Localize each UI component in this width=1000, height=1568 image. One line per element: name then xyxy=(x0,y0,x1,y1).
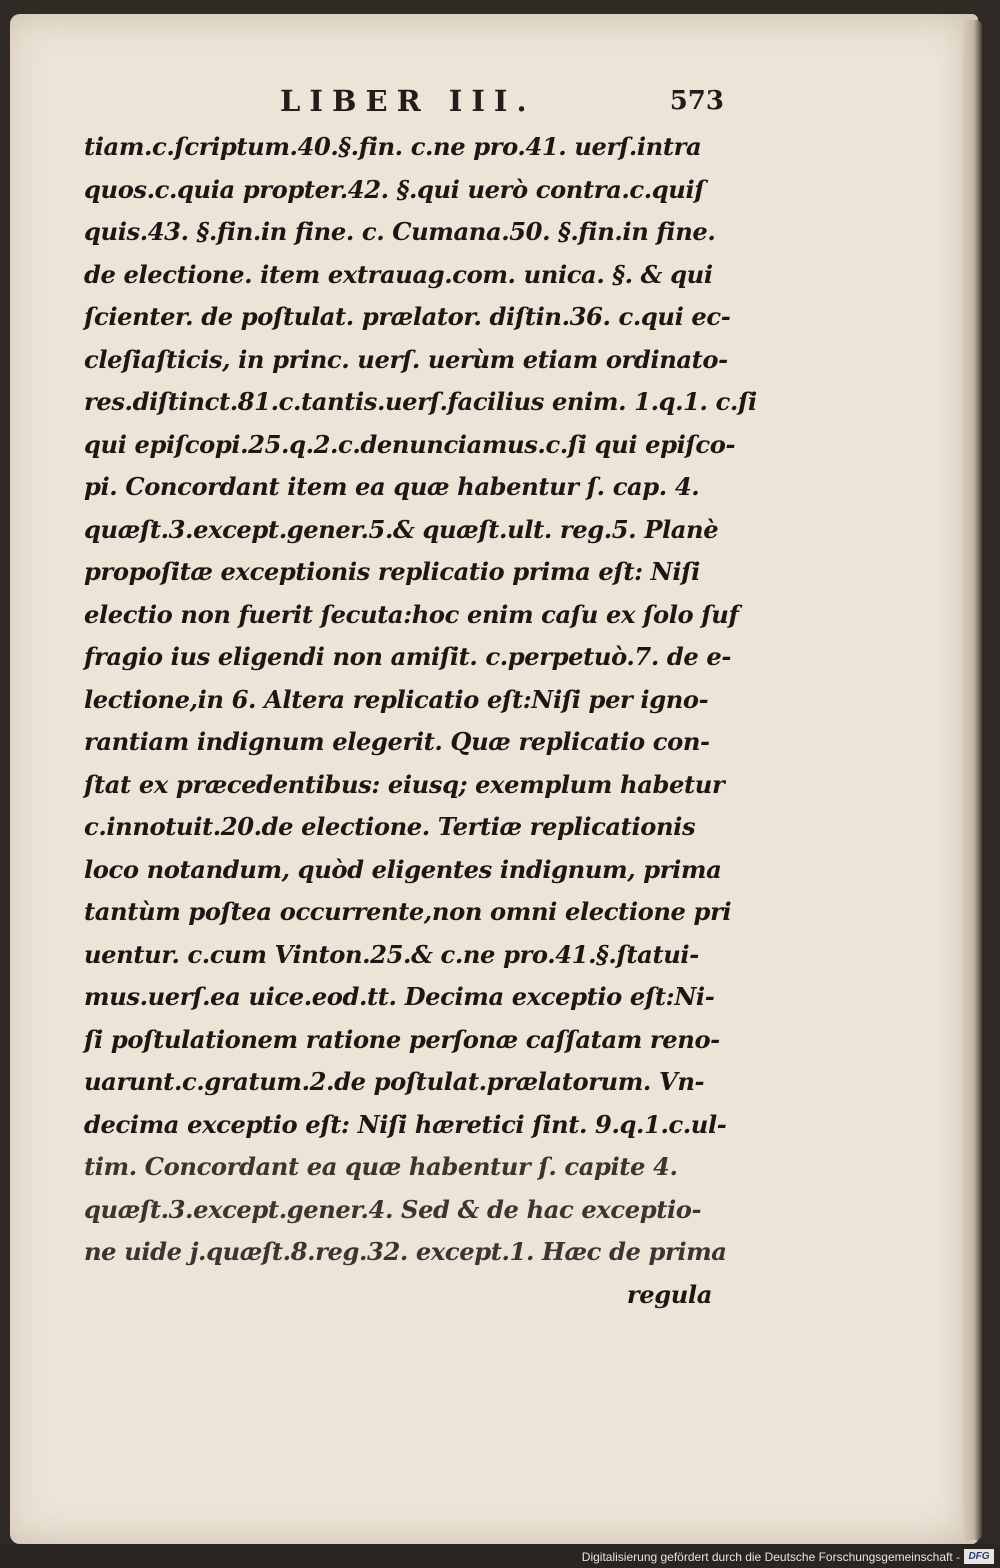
text-line: res.diſtinct.81.c.tantis.uerſ.facilius enim. 1.q.1. c.ſi xyxy=(84,387,757,416)
text-line: tantùm poſtea occurrente,non omni electione pri xyxy=(84,897,732,926)
text-line: tiam.c.ſcriptum.40.§.fin. c.ne pro.41. uerſ.intra xyxy=(84,132,702,161)
text-line: mus.uerſ.ea uice.eod.tt. Decima exceptio eſt:Ni- xyxy=(84,982,715,1011)
text-line: propoſitæ exceptionis replicatio prima eſt: Niſi xyxy=(84,557,700,586)
text-line: fragio ius eligendi non amiſit. c.perpetuò.7. de e- xyxy=(84,642,732,671)
catchword: regula xyxy=(626,1279,712,1309)
text-line: quos.c.quia propter.42. §.qui uerò contra.c.quiſ xyxy=(84,174,705,204)
page-edge xyxy=(962,20,982,1540)
text-line: c.innotuit.20.de electione. Tertiæ replicationis xyxy=(84,812,696,841)
page-number: 573 xyxy=(669,86,724,116)
text-line: ſtat ex præcedentibus: eiusq; exemplum habetur xyxy=(84,769,725,799)
text-line: quæſt.3.except.gener.4. Sed & de hac exceptio- xyxy=(84,1194,702,1224)
text-line: uarunt.c.gratum.2.de poſtulat.prælatorum. Vn- xyxy=(84,1067,705,1096)
running-head: LIBER III. xyxy=(280,84,536,118)
text-line: cleſiaſticis, in princ. uerſ. uerùm etiam ordinato- xyxy=(84,344,728,374)
body-text xyxy=(84,126,757,1316)
text-line: lectione,in 6. Altera replicatio eſt:Niſi per igno- xyxy=(84,684,709,714)
page-header xyxy=(84,84,724,124)
digitization-credit: Digitalisierung gefördert durch die Deutsche Forschungsgemeinschaft - xyxy=(581,1550,960,1564)
text-line: tim. Concordant ea quæ habentur ſ. capite 4. xyxy=(84,1152,678,1181)
text-line: ſi poſtulationem ratione perſonæ caſſatam reno- xyxy=(84,1024,720,1054)
text-line: pi. Concordant item ea quæ habentur ſ. cap. 4. xyxy=(84,472,700,501)
text-line: ne uide j.quæſt.8.reg.32. except.1. Hæc de prima xyxy=(84,1237,727,1266)
text-line: qui epiſcopi.25.q.2.c.denunciamus.c.ſi qui epiſco- xyxy=(84,429,736,459)
text-line: quis.43. §.fin.in fine. c. Cumana.50. §.fin.in fine. xyxy=(84,217,716,246)
text-line: ſcienter. de poſtulat. prælator. diſtin.36. c.qui ec- xyxy=(84,302,731,331)
text-line: uentur. c.cum Vinton.25.& c.ne pro.41.§.ſtatui- xyxy=(84,939,699,969)
footer-bar xyxy=(0,1544,1000,1568)
text-line: electio non fuerit ſecuta:hoc enim caſu ex ſolo ſuf xyxy=(84,599,739,629)
text-line: quæſt.3.except.gener.5.& quæſt.ult. reg.5. Planè xyxy=(84,514,719,544)
text-line: de electione. item extrauag.com. unica. §. & qui xyxy=(84,259,713,289)
dfg-logo: DFG xyxy=(964,1549,994,1564)
text-line: decima exceptio eſt: Niſi hæretici ſint. 9.q.1.c.ul- xyxy=(84,1109,727,1139)
text-line: rantiam indignum elegerit. Quæ replicatio con- xyxy=(84,727,710,756)
text-line: loco notandum, quòd eligentes indignum, prima xyxy=(84,854,722,884)
